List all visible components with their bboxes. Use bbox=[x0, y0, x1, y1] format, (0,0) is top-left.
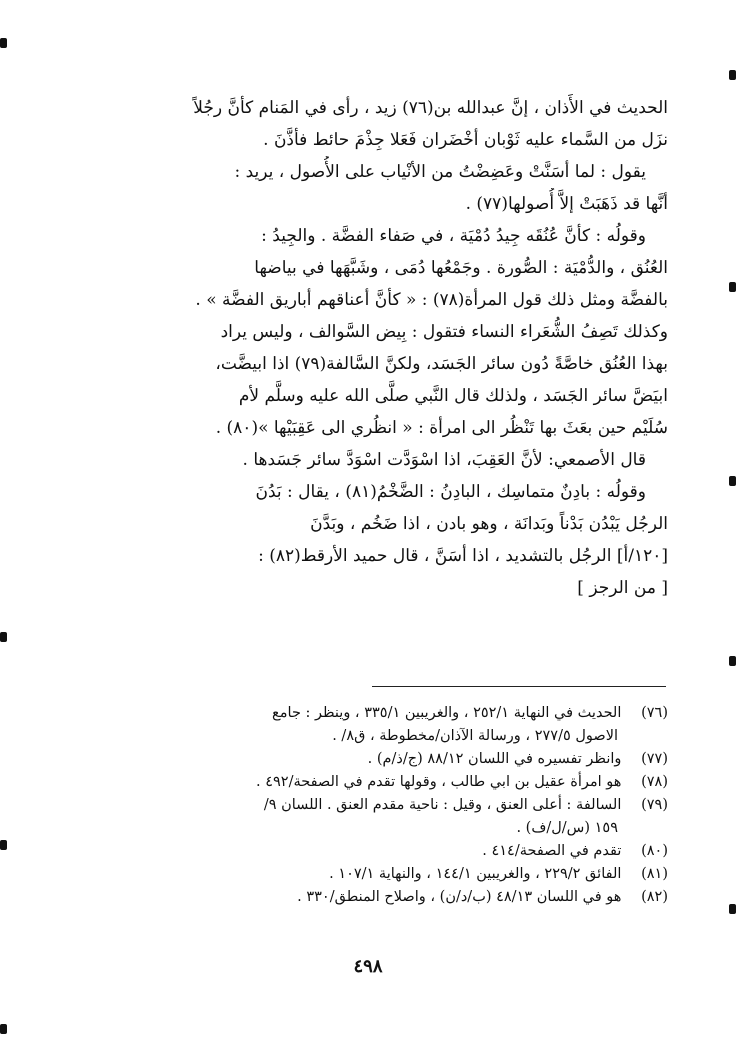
footnote-text: الفائق ٢٢٩/٢ ، والغريبين ١٤٤/١ ، والنهاية ١٠٧/١ . bbox=[329, 866, 622, 882]
footnote-text: تقدم في الصفحة/٤١٤ . bbox=[482, 843, 622, 859]
meter-label: [ من الرجز ] bbox=[577, 578, 668, 598]
scan-edge-mark bbox=[0, 840, 7, 850]
footnote-text: وانظر تفسيره في اللسان ٨٨/١٢ (ج/ذ/م) . bbox=[367, 751, 622, 767]
footnote-number: (٨٠) bbox=[641, 843, 668, 859]
footnote-line bbox=[86, 725, 668, 748]
text-line: قال الأصمعي: لأنَّ العَقِبَ، اذا اسْوَدَّت اسْوَدَّ سائر جَسَدها . bbox=[242, 450, 646, 470]
footnote-number: (٧٧) bbox=[641, 751, 668, 767]
text-line: الرجُل يَبْدُن بَدْناً وبَدانَة ، وهو بادن ، اذا ضَخُم ، وبَدَّنَ bbox=[310, 514, 668, 534]
main-text-block bbox=[86, 92, 668, 604]
scan-edge-mark bbox=[729, 656, 736, 666]
scan-edge-mark bbox=[0, 632, 7, 642]
text-line: الحديث في الأَذان ، إنَّ عبدالله بن(٧٦) زيد ، رأى في المَنام كأنَّ رجُلاً bbox=[193, 98, 668, 118]
footnote-line bbox=[86, 840, 668, 863]
footnote-line bbox=[86, 771, 668, 794]
footnote-number: (٧٦) bbox=[641, 705, 668, 721]
scan-edge-mark bbox=[729, 70, 736, 80]
text-line: وقولُه : كأنَّ عُنُقَه جِيدُ دُمْيَة ، في صَفاء الفضَّة . والجِيدُ : bbox=[261, 226, 646, 246]
text-line: يقول : لما أسَنَّتْ وعَضِضْتُ من الأنْياب على الأُصول ، يريد : bbox=[234, 162, 646, 182]
footnote-number: (٨١) bbox=[641, 866, 668, 882]
text-line: وقولُه : بادِنٌ متماسِك ، البادِنُ : الضَّخْمُ(٨١) ، يقال : بَدُنَ bbox=[255, 482, 646, 502]
footnote-text: هو امرأة عقيل بن ابي طالب ، وقولها تقدم في الصفحة/٤٩٢ . bbox=[255, 774, 622, 790]
footnote-number: (٧٨) bbox=[641, 774, 668, 790]
page-number: ٤٩٨ bbox=[353, 956, 383, 977]
footnote-text: الحديث في النهاية ٢٥٢/١ ، والغريبين ٣٣٥/١ ، وينظر : جامع bbox=[272, 705, 622, 721]
text-line: بهذا العُنُق خاصَّةً دُون سائر الجَسَد، ولكنَّ السَّالفة(٧٩) اذا ابيضَّت، bbox=[215, 354, 668, 374]
footnote-text: ١٥٩ (س/ل/ف) . bbox=[516, 820, 618, 836]
footnote-line bbox=[86, 702, 668, 725]
text-line: نزَل من السَّماء عليه ثَوْبان أخْضَران فَعَلا جِذْمَ حائط فأذَّنَ . bbox=[263, 130, 668, 150]
scan-edge-mark bbox=[729, 476, 736, 486]
text-line: العُنُق ، والدُّمْيَة : الصُّورة . وجَمْعُها دُمَى ، وشَبَّهَها في بياضها bbox=[254, 258, 668, 278]
footnote-line bbox=[86, 794, 668, 817]
footnote-line bbox=[86, 863, 668, 886]
scan-edge-mark bbox=[729, 904, 736, 914]
footnote-number: (٨٢) bbox=[641, 889, 668, 905]
footnote-line bbox=[86, 748, 668, 771]
scan-edge-mark bbox=[0, 38, 7, 48]
text-line: وكذلك تَصِفُ الشُّعَراء النساء فتقول : بِيض السَّوالف ، وليس يراد bbox=[220, 322, 668, 342]
footnote-line bbox=[86, 817, 668, 840]
footnote-text: هو في اللسان ٤٨/١٣ (ب/د/ن) ، واصلاح المنطق/٣٣٠ . bbox=[297, 889, 622, 905]
text-line: أنَّها قد ذَهَبَتْ إلاَّ أُصولها(٧٧) . bbox=[465, 194, 668, 214]
scan-edge-mark bbox=[0, 1024, 7, 1034]
footnote-line bbox=[86, 886, 668, 909]
text-line: سُلَيْم حين بعَثَ بها تَنْظُر الى امرأة : « انظُري الى عَقِبَيْها »(٨٠) . bbox=[215, 418, 668, 438]
text-line: ابيَضَّ سائر الجَسَد ، ولذلك قال النَّبي صلَّى الله عليه وسلَّم لأم bbox=[238, 386, 668, 406]
footnotes-block bbox=[86, 702, 668, 909]
footnote-number: (٧٩) bbox=[641, 797, 668, 813]
text-line: بالفضَّة ومثل ذلك قول المرأة(٧٨) : « كأنَّ أعناقهم أباريق الفضَّة » . bbox=[195, 290, 668, 310]
scan-edge-mark bbox=[729, 282, 736, 292]
footnote-separator bbox=[372, 686, 666, 687]
footnote-text: الاصول ٢٧٧/٥ ، ورسالة الآذان/مخطوطة ، ق٨/ . bbox=[332, 728, 618, 744]
text-line: [١٢٠/أ] الرجُل بالتشديد ، اذا أسَنَّ ، قال حميد الأرقط(٨٢) : bbox=[258, 546, 668, 566]
footnote-text: السالفة : أعلى العنق ، وقيل : ناحية مقدم العنق . اللسان ٩/ bbox=[263, 797, 622, 813]
